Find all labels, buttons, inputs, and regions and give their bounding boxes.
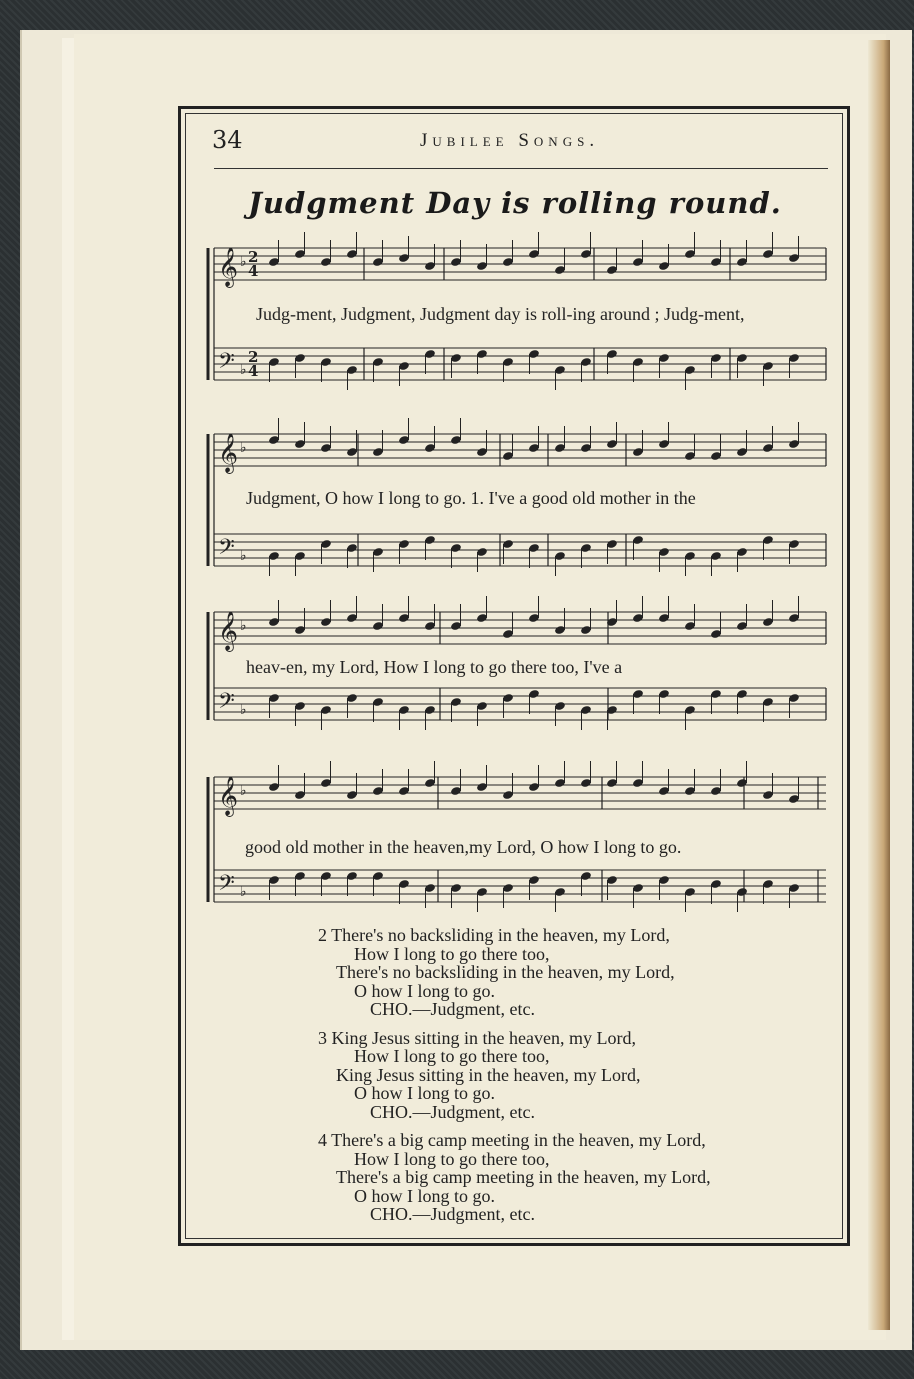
time-signature: 2 <box>248 348 259 366</box>
running-title: Jubilee Songs. <box>420 130 600 151</box>
verse-line: There's a big camp meeting in the heaven, my Lord, <box>336 1167 711 1187</box>
time-signature: 4 <box>248 262 259 280</box>
treble-clef-icon: 𝄞 <box>218 776 239 816</box>
lyric-line-1: Judg-ment, Judgment, Judgment day is roll-ing around ; Judg-ment, <box>256 304 745 324</box>
verse-line: 3 King Jesus sitting in the heaven, my Lord, <box>318 1027 636 1048</box>
verse-line: O how I long to go. <box>354 1185 495 1206</box>
lyric-line-2: Judgment, O how I long to go. 1. I've a good old mother in the <box>246 488 696 508</box>
page-number: 34 <box>212 126 243 154</box>
verse-line: King Jesus sitting in the heaven, my Lord, <box>336 1064 641 1085</box>
flat-icon: ♭ <box>240 254 247 270</box>
flat-icon: ♭ <box>240 618 247 634</box>
verse-4 <box>318 1131 838 1224</box>
flat-icon: ♭ <box>240 702 247 718</box>
bass-clef-icon: 𝄢 <box>218 689 235 719</box>
verse-2 <box>318 926 838 1019</box>
treble-clef-icon: 𝄞 <box>218 433 239 473</box>
flat-icon: ♭ <box>240 362 247 378</box>
verse-line: How I long to go there too, <box>354 943 550 964</box>
lyric-line-3: heav-en, my Lord, How I long to go there too, I've a <box>246 657 623 677</box>
verse-line: 4 There's a big camp meeting in the heaven, my Lord, <box>318 1130 706 1150</box>
verse-line: There's no backsliding in the heaven, my Lord, <box>336 962 675 982</box>
verse-line: O how I long to go. <box>354 1083 495 1103</box>
verse-line: 2 There's no backsliding in the heaven, my Lord, <box>318 925 670 945</box>
flat-icon: ♭ <box>240 783 247 799</box>
treble-clef-icon: 𝄞 <box>218 247 239 287</box>
bass-clef-icon: 𝄢 <box>218 349 235 379</box>
time-signature: 2 <box>248 248 259 266</box>
verse-3 <box>318 1029 838 1122</box>
verse-line: How I long to go there too, <box>354 1148 550 1169</box>
flat-icon: ♭ <box>240 440 247 456</box>
verse-line: O how I long to go. <box>354 980 495 1001</box>
verse-line: How I long to go there too, <box>354 1046 550 1066</box>
lyric-line-4: good old mother in the heaven,my Lord, O how I long to go. <box>245 837 682 857</box>
flat-icon: ♭ <box>240 884 247 900</box>
treble-clef-icon: 𝄞 <box>218 611 239 651</box>
bass-clef-icon: 𝄢 <box>218 535 235 565</box>
verse-chorus: CHO.—Judgment, etc. <box>370 999 535 1019</box>
flat-icon: ♭ <box>240 548 247 564</box>
time-signature: 4 <box>248 362 259 380</box>
verses-block <box>318 926 838 1234</box>
bass-clef-icon: 𝄢 <box>218 871 235 901</box>
verse-chorus: CHO.—Judgment, etc. <box>370 1204 535 1224</box>
song-title: Judgment Day is rolling round. <box>248 186 782 220</box>
verse-chorus: CHO.—Judgment, etc. <box>370 1101 535 1122</box>
